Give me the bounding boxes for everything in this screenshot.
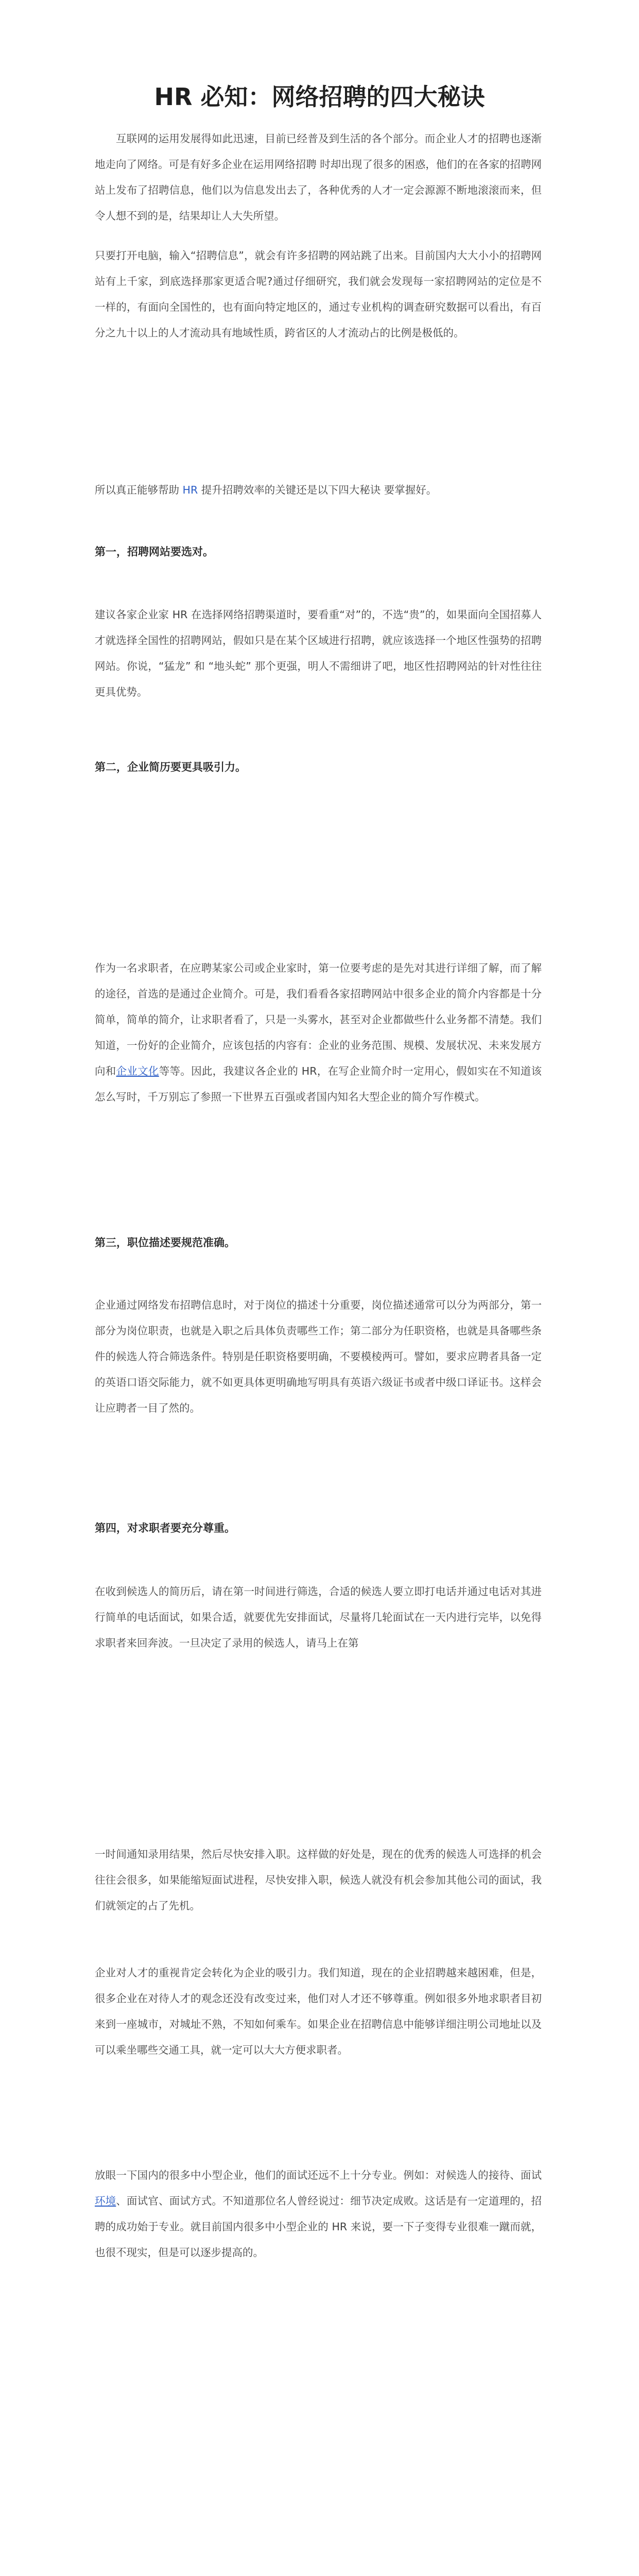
corporate-culture-link[interactable]: 企业文化 bbox=[116, 1065, 159, 1077]
environment-link[interactable]: 环境 bbox=[95, 2195, 116, 2207]
paragraph-10-text-before: 放眼一下国内的很多中小型企业，他们的面试还远不上十分专业。例如：对候选人的接待、面试 bbox=[95, 2169, 542, 2181]
paragraph-8: 一时间通知录用结果，然后尽快安排入职。这样做的好处是，现在的优秀的候选人可选择的机会往往会很多，如果能缩短面试进程，尽快安排入职，候选人就没有机会参加其他公司的面试，我们就领定的占了先机。 bbox=[95, 1848, 542, 1912]
article-title: HR 必知：网络招聘的四大秘诀 bbox=[154, 83, 485, 111]
paragraph-5 bbox=[95, 955, 542, 1110]
paragraph-6: 企业通过网络发布招聘信息时，对于岗位的描述十分重要，岗位描述通常可以分为两部分，第一部分为岗位职责，也就是入职之后具体负责哪些工作；第二部分为任职资格，也就是具备哪些条件的候选人符合筛选条件。特别是任职资格要明确，不要模棱两可。譬如，要求应聘者具备一定的英语口语交际能力，就不如更具体更明确地写明具有英语六级证书或者中级口译证书。这样会让应聘者一目了然的。 bbox=[95, 1299, 542, 1414]
paragraph-4: 建议各家企业家 HR 在选择网络招聘渠道时，要看重“对”的，不选“贵”的，如果面向全国招募人才就选择全国性的招聘网站，假如只是在某个区域进行招聘，就应该选择一个地区性强势的招聘网站。你说，“猛龙” 和 “地头蛇” 那个更强，明人不需细讲了吧，地区性招聘网站的针对性往往更具优势。 bbox=[95, 608, 542, 698]
paragraph-10-text-after: 、面试官、面试方式。不知道那位名人曾经说过：细节决定成败。这话是有一定道理的，招聘的成功始于专业。就目前国内很多中小型企业的 HR 来说，要一下子变得专业很难一蹴而就，也很不现实，但是可以逐步提高的。 bbox=[95, 2195, 542, 2259]
heading-1: 第一，招聘网站要选对。 bbox=[95, 546, 214, 558]
paragraph-2: 只要打开电脑，输入“招聘信息”，就会有许多招聘的网站跳了出来。目前国内大大小小的招聘网站有上千家，到底选择那家更适合呢?通过仔细研究，我们就会发现每一家招聘网站的定位是不一样的，有面向全国性的，也有面向特定地区的，通过专业机构的调查研究数据可以看出，有百分之九十以上的人才流动具有地域性质，跨省区的人才流动占的比例是极低的。 bbox=[95, 249, 542, 339]
intro-paragraph: 互联网的运用发展得如此迅速，目前已经普及到生活的各个部分。而企业人才的招聘也逐渐地走向了网络。可是有好多企业在运用网络招聘 时却出现了很多的困惑，他们的在各家的招聘网站上发布了招聘信息，他们以为信息发出去了，各种优秀的人才一定会源源不断地滚滚而来，但令人想不到的是，结果却让人大失所望。 bbox=[95, 132, 542, 222]
hr-link[interactable]: HR bbox=[182, 484, 198, 496]
paragraph-9: 企业对人才的重视肯定会转化为企业的吸引力。我们知道，现在的企业招聘越来越困难，但是，很多企业在对待人才的观念还没有改变过来，他们对人才还不够尊重。例如很多外地求职者目初来到一座城市，对城址不熟，不知如何乘车。如果企业在招聘信息中能够详细注明公司地址以及可以乘坐哪些交通工具，就一定可以大大方便求职者。 bbox=[95, 1967, 542, 2056]
paragraph-3 bbox=[95, 477, 542, 503]
paragraph-10 bbox=[95, 2162, 542, 2265]
heading-3: 第三，职位描述要规范准确。 bbox=[95, 1236, 235, 1249]
paragraph-3-text-after: 提升招聘效率的关键还是以下四大秘诀 要掌握好。 bbox=[198, 484, 437, 496]
paragraph-7: 在收到候选人的简历后，请在第一时间进行筛选，合适的候选人要立即打电话并通过电话对其进行简单的电话面试，如果合适，就要优先安排面试，尽量将几轮面试在一天内进行完毕，以免得求职者来回奔波。一旦决定了录用的候选人，请马上在第 bbox=[95, 1585, 542, 1649]
heading-2: 第二，企业简历要更具吸引力。 bbox=[95, 761, 246, 773]
heading-4: 第四，对求职者要充分尊重。 bbox=[95, 1522, 235, 1534]
paragraph-3-text-before: 所以真正能够帮助 bbox=[95, 484, 183, 496]
paragraph-5-text-before: 作为一名求职者，在应聘某家公司或企业家时，第一位要考虑的是先对其进行详细了解，而了解的途径，首选的是通过企业简介。可是，我们看看各家招聘网站中很多企业的简介内容都是十分简单，简单的简介，让求职者看了，只是一头雾水，甚至对企业都做些什么业务都不清楚。我们知道，一份好的企业简介，应该包括的内容有：企业的业务范围、规模、发展状况、未来发展方向和 bbox=[95, 962, 542, 1077]
paragraph-5-text-after: 等等。因此，我建议各企业的 HR，在写企业简介时一定用心，假如实在不知道该怎么写时，千万别忘了参照一下世界五百强或者国内知名大型企业的简介写作模式。 bbox=[95, 1065, 542, 1103]
